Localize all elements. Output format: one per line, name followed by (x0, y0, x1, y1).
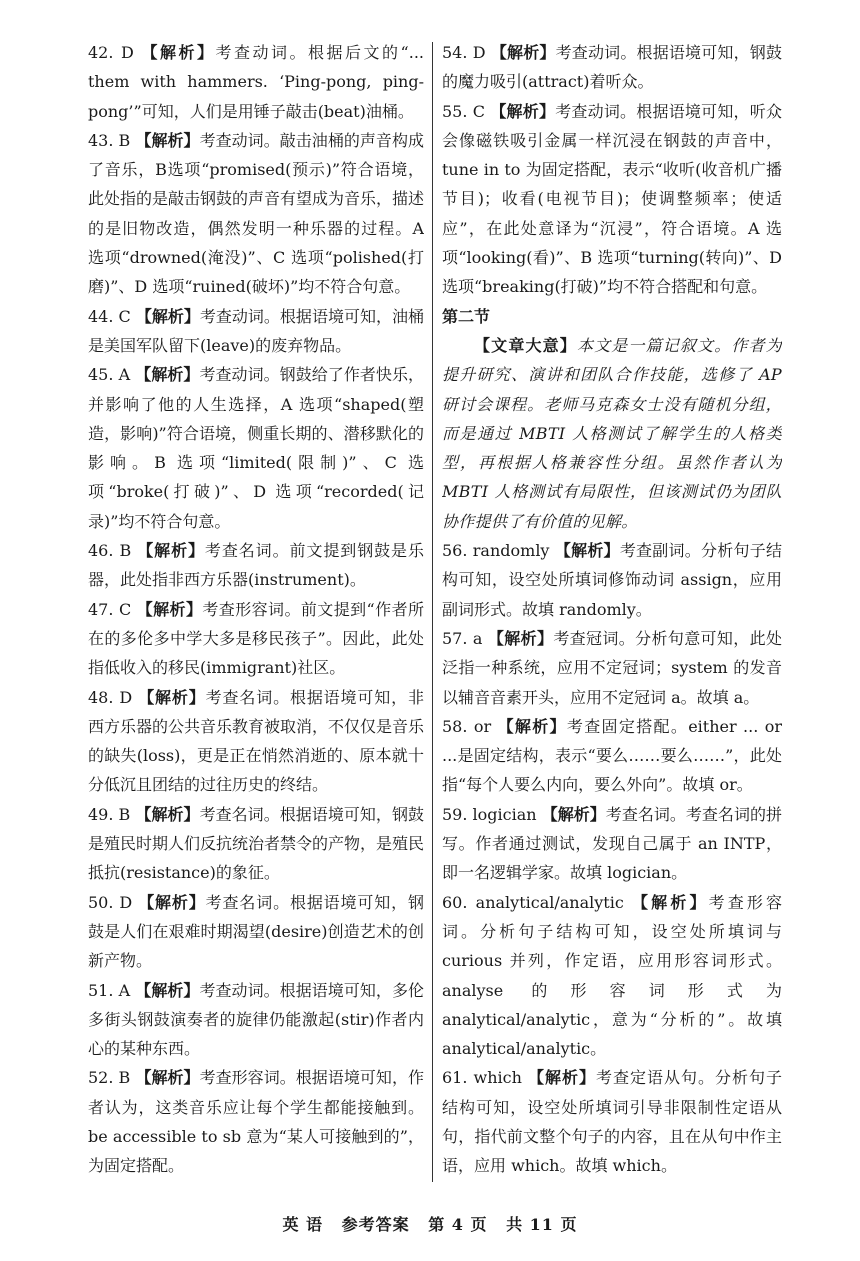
answer-number: 48. D (88, 687, 133, 707)
answer-number: 52. B (88, 1068, 131, 1088)
column-divider (432, 42, 433, 1182)
answer-item (88, 360, 424, 536)
answer-item (442, 1181, 782, 1186)
answer-item (88, 800, 424, 888)
answer-number: 58. or (442, 716, 492, 736)
analysis-tag: 【解析】 (632, 892, 709, 912)
answer-number: 47. C (88, 599, 132, 619)
analysis-tag: 【解析】 (135, 804, 200, 824)
answer-number: 59. logician (442, 804, 537, 824)
footer-page-number: 第 4 页 (428, 1215, 488, 1234)
answer-number: 60. analytical/analytic (442, 892, 624, 912)
footer-doc-title: 参考答案 (341, 1215, 410, 1234)
answer-number: 44. C (88, 306, 131, 326)
answer-text: 考查动词。根据语境可知，听众会像磁铁吸引金属一样沉浸在钢鼓的声音中，tune in to 为固定搭配，表示“收听(收音机广播节目)；收看(电视节目)；使调整频率；使适应”，在此处意译为“沉浸”，符合语境。A 选项“looking(看)”、B 选项“turning(转向)”、D 选项“breaking(打破)”均不符合搭配和句意。 (442, 101, 782, 297)
analysis-tag: 【解析】 (135, 1068, 200, 1088)
analysis-tag: 【解析】 (541, 804, 606, 824)
answer-item (442, 1063, 782, 1180)
answer-item (442, 38, 782, 97)
answer-text: 考查动词。根据语境可知，多伦多街头钢鼓演奏者的旋律仍能激起(stir)作者内心的某种东西。 (88, 980, 424, 1059)
analysis-tag: 【解析】 (554, 541, 620, 561)
answer-number: 43. B (88, 130, 131, 150)
summary-text: 本文是一篇记叙文。作者为提升研究、演讲和团队合作技能，选修了 AP 研讨会课程。老师马克森女士没有随机分组，而是通过 MBTI 人格测试了解学生的人格类型，再根据人格兼容性分组。虽然作者认为 MBTI 人格测试有局限性，但该测试仍为团队协作提供了有价值的见解。 (442, 335, 782, 531)
answer-text: 考查动词。敲击油桶的声音构成了音乐，B选项“promised(预示)”符合语境，此处指的是敲击钢鼓的声音有望成为音乐，描述的是旧物改造，偶然发明一种乐器的过程。A 选项“drowned(淹没)”、C 选项“polished(打磨)”、D 选项“ruined(破坏)”均不符合句意。 (88, 130, 424, 297)
answer-text: 考查副词。分析句子结构可知，设空处所填词修饰动词 assign，应用副词形式。故填 randomly。 (442, 541, 782, 619)
answer-text: 考查动词。根据后文的“... them with hammers. ‘Ping-pong, ping-pong’”可知，人们是用锤子敲击(beat)油桶。 (88, 43, 424, 121)
answer-item (442, 624, 782, 712)
answer-item (442, 800, 782, 888)
answer-number: 50. D (88, 892, 133, 912)
answer-item (88, 683, 424, 800)
analysis-tag: 【解析】 (141, 43, 216, 62)
answer-item (88, 302, 424, 361)
analysis-tag: 【解析】 (135, 306, 200, 326)
analysis-tag: 【解析】 (497, 716, 567, 736)
answer-number: 56. randomly (442, 541, 550, 561)
analysis-tag: 【解析】 (135, 980, 200, 1000)
left-column (88, 38, 424, 1186)
answer-item (88, 126, 424, 302)
answer-number: 54. D (442, 43, 486, 62)
right-column (442, 38, 782, 1186)
answer-item (88, 1181, 424, 1186)
answer-number: 46. B (88, 541, 132, 561)
answer-text: 考查名词。根据语境可知，钢鼓是殖民时期人们反抗统治者禁令的产物，是殖民抵抗(resistance)的象征。 (88, 804, 424, 883)
answer-number: 42. D (88, 43, 134, 62)
answer-item (88, 1063, 424, 1180)
answer-text: 考查动词。钢鼓给了作者快乐，并影响了他的人生选择，A 选项“shaped(塑造，影响)”符合语境，侧重长期的、潜移默化的影响。B 选项“limited(限制)”、C 选项“broke(打破)”、D 选项“recorded(记录)”均不符合句意。 (88, 365, 424, 531)
answer-text: 考查名词。前文提到钢鼓是乐器，此处指非西方乐器(instrument)。 (88, 541, 424, 590)
answer-number: 57. a (442, 628, 483, 648)
answer-text: 考查名词。根据语境可知，钢鼓是人们在艰难时期渴望(desire)创造艺术的创新产物。 (88, 892, 424, 971)
footer-total-pages: 共 11 页 (506, 1215, 578, 1234)
answer-item (88, 536, 424, 595)
answer-text: 考查形容词。分析句子结构可知，设空处所填词与 curious 并列，作定语，应用形容词形式。analyse 的形容词形式为 analytical/analytic，意为“分析的”。故填 analytical/analytic。 (442, 892, 782, 1059)
analysis-tag: 【解析】 (487, 628, 554, 648)
answer-item (442, 536, 782, 624)
answer-text: 考查名词。根据语境可知，非西方乐器的公共音乐教育被取消，不仅仅是音乐的缺失(loss)，更是正在悄然消逝的、原本就十分低沉且团结的过往历史的终结。 (88, 687, 424, 795)
answer-text: 考查形容词。根据语境可知，作者认为，这类音乐应让每个学生都能接触到。be accessible to sb 意为“某人可接触到的”，为固定搭配。 (88, 1068, 424, 1176)
answer-text: 考查固定搭配。either ... or ...是固定结构，表示“要么……要么……”，此处指“每个人要么内向，要么外向”。故填 or。 (442, 716, 782, 795)
answer-text: 考查定语从句。分析句子结构可知，设空处所填词引导非限制性定语从句，指代前文整个句子的内容，且在从句中作主语，应用 which。故填 which。 (442, 1068, 782, 1176)
answer-text: 考查形容词。前文提到“作者所在的多伦多中学大多是移民孩子”。因此，此处指低收入的移民(immigrant)社区。 (88, 599, 424, 678)
answer-number: 55. C (442, 101, 485, 121)
answer-item (442, 888, 782, 1064)
analysis-tag: 【解析】 (136, 599, 203, 619)
answer-number: 49. B (88, 804, 131, 824)
page-footer (0, 1212, 860, 1235)
analysis-tag: 【解析】 (135, 130, 200, 150)
analysis-tag: 【解析】 (135, 365, 200, 385)
answer-text: 考查动词。根据语境可知，钢鼓的魔力吸引(attract)着听众。 (442, 43, 782, 92)
footer-subject: 英 语 (282, 1215, 324, 1234)
answer-number: 61. which (442, 1068, 522, 1088)
answer-item (442, 97, 782, 302)
analysis-tag: 【解析】 (528, 1068, 597, 1088)
answer-number: 45. A (88, 365, 131, 385)
answer-text: 考查冠词。分析句意可知，此处泛指一种系统，应用不定冠词；system 的发音以辅音音素开头，应用不定冠词 a。故填 a。 (442, 628, 782, 707)
analysis-tag: 【解析】 (138, 892, 206, 912)
answer-number: 51. A (88, 980, 131, 1000)
answer-item (442, 712, 782, 800)
answer-text: 考查名词。考查名词的拼写。作者通过测试，发现自己属于 an INTP，即一名逻辑学家。故填 logician。 (442, 804, 782, 883)
answer-text: 考查动词。根据语境可知，油桶是美国军队留下(leave)的废弃物品。 (88, 306, 424, 355)
answer-item (88, 976, 424, 1064)
section-heading: 第二节 (442, 306, 491, 326)
answer-item (88, 595, 424, 683)
analysis-tag: 【解析】 (490, 101, 556, 121)
analysis-tag: 【解析】 (490, 43, 556, 62)
analysis-tag: 【解析】 (137, 541, 205, 561)
article-summary (442, 331, 782, 536)
analysis-tag: 【解析】 (138, 687, 206, 707)
answer-item (88, 38, 424, 126)
answer-item (88, 888, 424, 976)
summary-tag: 【文章大意】 (474, 335, 577, 355)
